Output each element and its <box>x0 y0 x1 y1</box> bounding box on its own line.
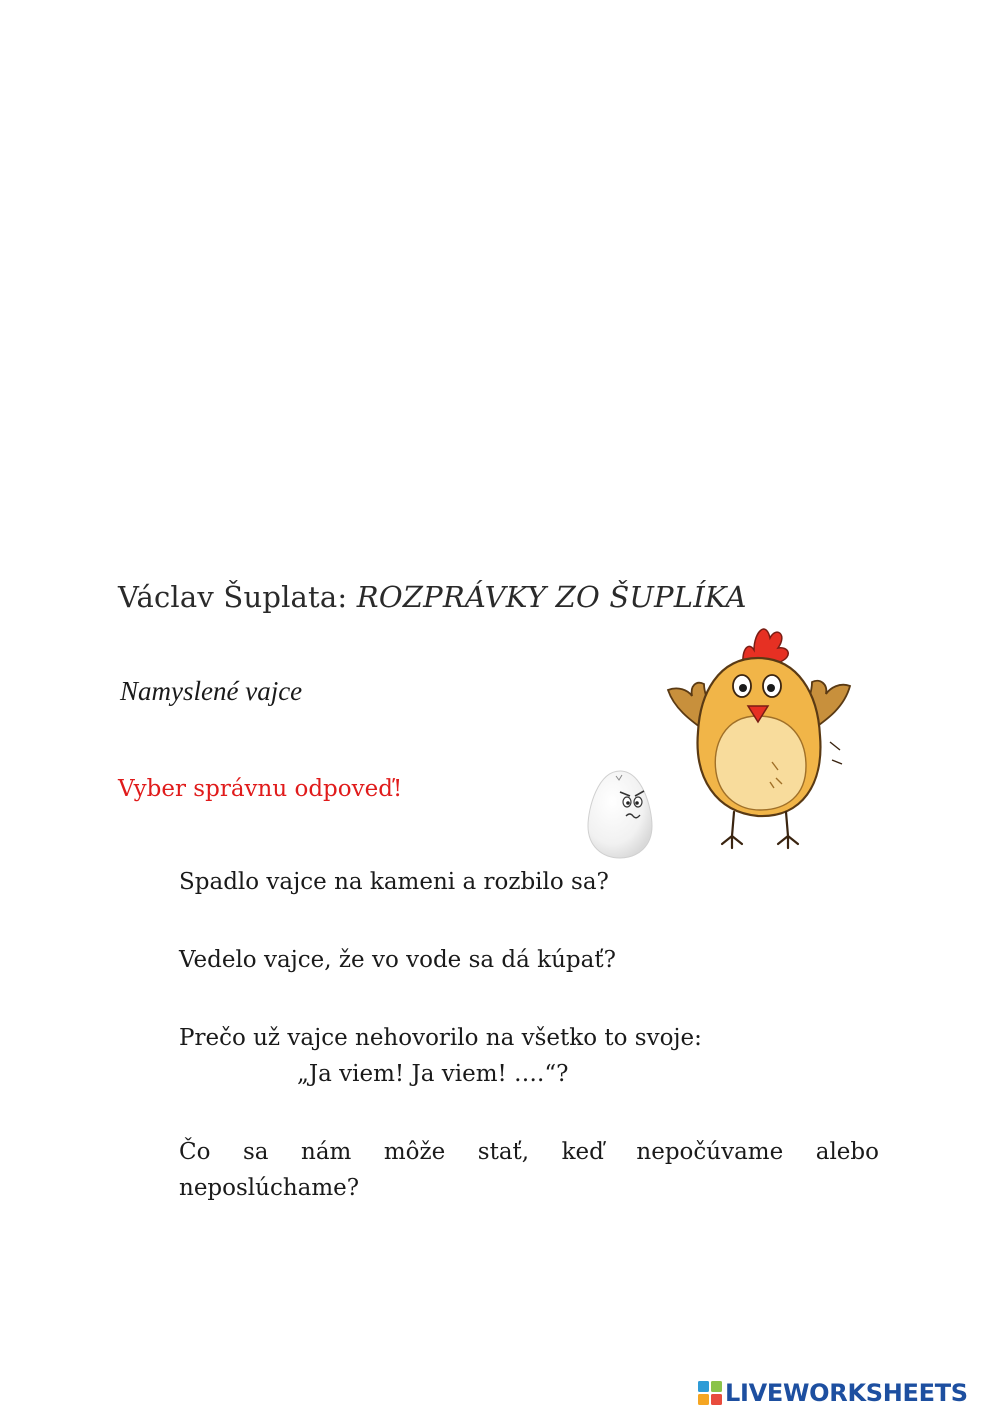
liveworksheets-logo[interactable] <box>697 1380 968 1406</box>
question-2-text: Vedelo vajce, že vo vode sa dá kúpať? <box>179 947 616 973</box>
question-3-line-2: „Ja viem! Ja viem! ….“? <box>297 1061 569 1087</box>
question-1 <box>179 864 879 900</box>
story-title: Namyslené vajce <box>120 676 303 706</box>
brand-name: LIVEWORKSHEETS <box>725 1379 968 1407</box>
worksheet-heading <box>118 580 747 614</box>
question-3 <box>179 1020 879 1092</box>
book-title: ROZPRÁVKY ZO ŠUPLÍKA <box>356 580 747 614</box>
angry-egg-icon <box>586 768 654 860</box>
liveworksheets-mark-icon <box>697 1380 723 1406</box>
question-4-line-2: neposlúchame? <box>179 1175 360 1201</box>
author-name: Václav Šuplata: <box>118 580 357 614</box>
question-4-line-1: Čo sa nám môže stať, keď nepočúvame alebo <box>179 1139 879 1165</box>
instruction-text: Vyber správnu odpoveď! <box>118 776 403 802</box>
cartoon-chicken-icon <box>660 612 856 854</box>
question-1-text: Spadlo vajce na kameni a rozbilo sa? <box>179 869 609 895</box>
question-3-line-1: Prečo už vajce nehovorilo na všetko to svoje: <box>179 1025 702 1051</box>
question-2 <box>179 942 879 978</box>
question-4 <box>179 1134 879 1206</box>
